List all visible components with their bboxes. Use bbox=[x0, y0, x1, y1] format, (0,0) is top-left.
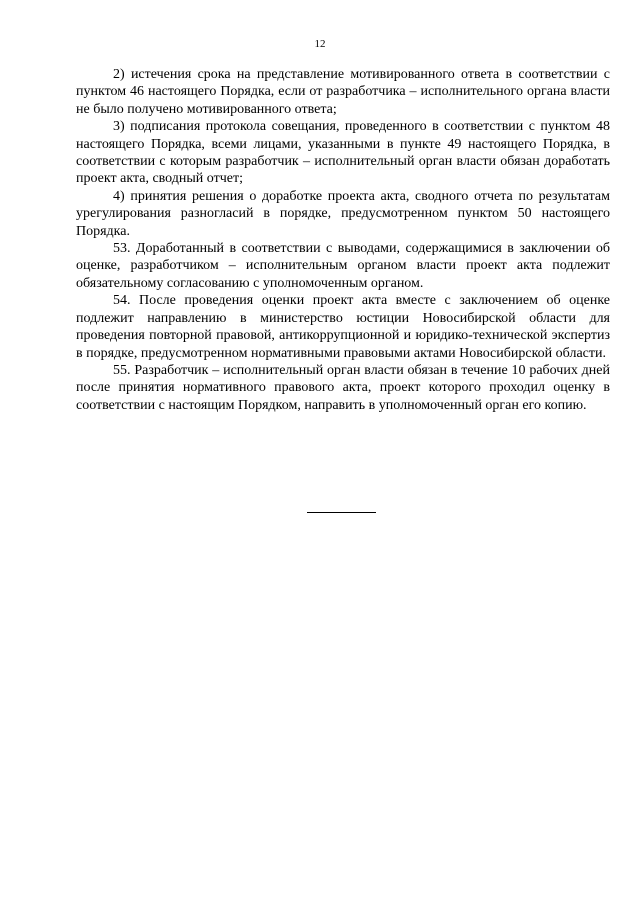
paragraph-clause-54: 54. После проведения оценки проект акта вместе с заключением об оценке подлежит направлению в министерство юстиции Новосибирской области для проведения повторной правовой, антикоррупционной и юридико-технической экспертиз в порядке, предусмотренном нормативными правовыми актами Новосибирской области. bbox=[76, 293, 610, 361]
paragraph-item-2: 2) истечения срока на представление мотивированного ответа в соответствии с пунктом 46 настоящего Порядка, если от разработчика – исполнительного органа власти не было получено мотивированного ответа; bbox=[76, 67, 610, 117]
paragraph-clause-55: 55. Разработчик – исполнительный орган власти обязан в течение 10 рабочих дней после принятия нормативного правового акта, проект которого проходил оценку в соответствии с настоящим Порядком, направить в уполномоченный орган его копию. bbox=[76, 362, 610, 413]
document-body bbox=[76, 66, 610, 414]
end-of-document-rule bbox=[307, 512, 376, 513]
paragraph-item-4: 4) принятия решения о доработке проекта акта, сводного отчета по результатам урегулирования разногласий в порядке, предусмотренном пунктом 50 настоящего Порядка. bbox=[76, 188, 610, 239]
page-number: 12 bbox=[314, 38, 326, 50]
paragraph-clause-53: 53. Доработанный в соответствии с выводами, содержащимися в заключении об оценке, разработчиком – исполнительным органом власти проект акта подлежит обязательному согласованию с уполномоченным органом. bbox=[76, 241, 610, 291]
paragraph-item-3: 3) подписания протокола совещания, проведенного в соответствии с пунктом 48 настоящего Порядка, всеми лицами, указанными в пункте 49 настоящего Порядка, в соответствии с которым разработчик – исполнительный орган власти обязан доработать проект акта, сводный отчет; bbox=[76, 119, 610, 187]
